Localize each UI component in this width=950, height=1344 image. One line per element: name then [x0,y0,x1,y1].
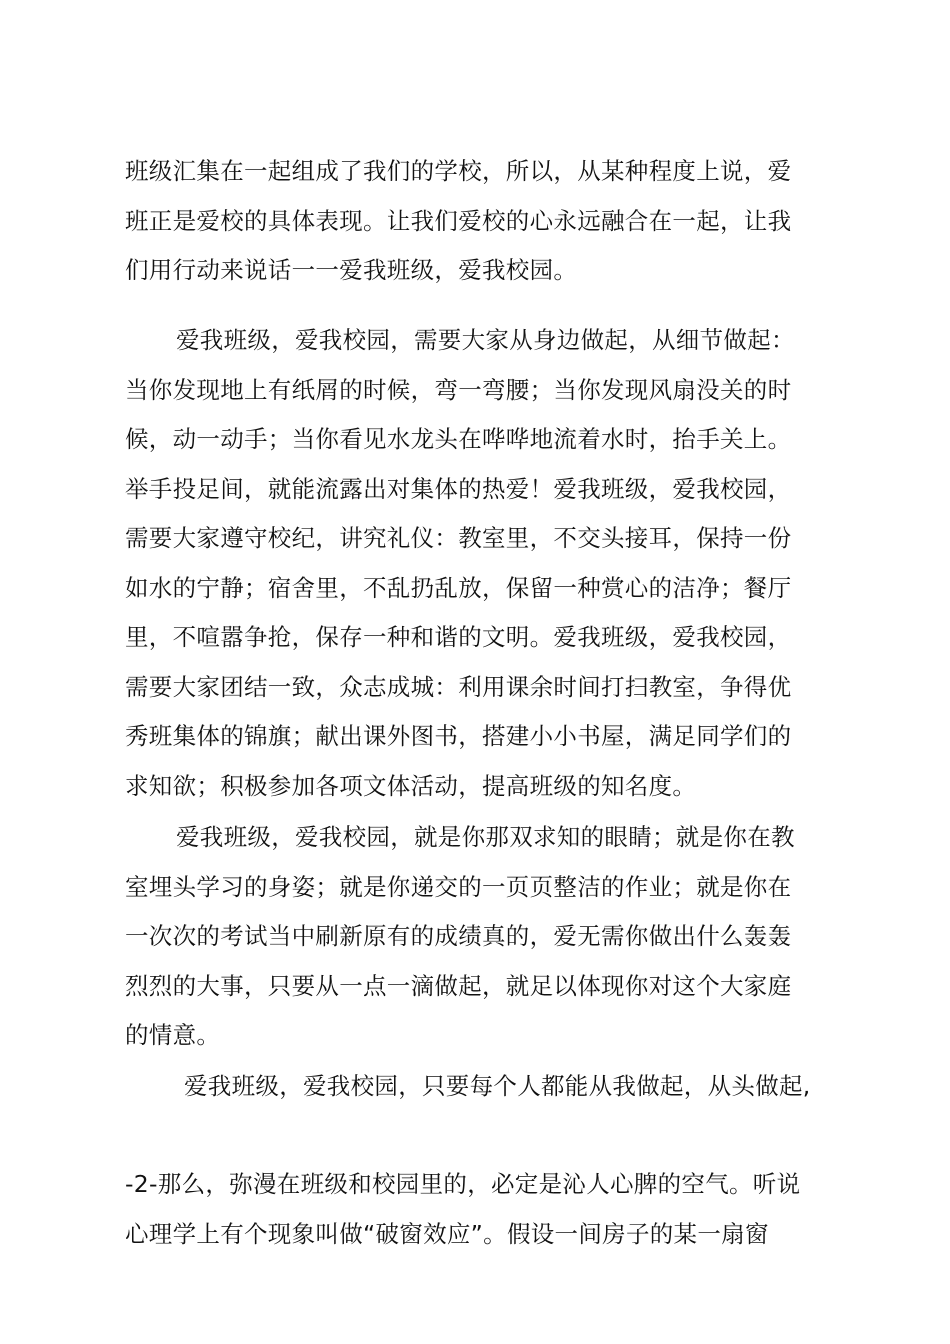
text-line: 当你发现地上有纸屑的时候，弯一弯腰；当你发现风扇没关的时 [125,375,792,404]
text-line: 求知欲；积极参加各项文体活动，提高班级的知名度。 [125,771,697,800]
text-line: 需要大家遵守校纪，讲究礼仪：教室里，不交头接耳，保持一份 [125,524,792,552]
text-line: 爱我班级，爱我校园，就是你那双求知的眼睛；就是你在教 [176,823,795,851]
text-line: 心理学上有个现象叫做“破窗效应”。假设一间房子的某一扇窗 [125,1219,769,1248]
text-line: 班正是爱校的具体表现。让我们爱校的心永远融合在一起，让我 [125,206,792,235]
text-line: 秀班集体的锦旗；献出课外图书，搭建小小书屋，满足同学们的 [125,722,792,750]
text-line: 一次次的考试当中刷新原有的成绩真的，爱无需你做出什么轰轰 [125,922,792,950]
text-line: 烈烈的大事，只要从一点一滴做起，就足以体现你对这个大家庭 [125,971,792,1000]
text-line: 里，不喧嚣争抢，保存一种和谐的文明。爱我班级，爱我校园， [125,623,792,651]
text-line: 的情意。 [125,1021,221,1049]
paragraph-3 [125,813,837,1061]
paragraph-4 [125,1062,845,1112]
text-line: 候，动一动手；当你看见水龙头在哗哗地流着水时，抬手关上。 [125,425,792,453]
text-line: 们用行动来说话一一爱我班级，爱我校园。 [125,256,578,284]
text-line: 如水的宁静；宿舍里，不乱扔乱放，保留一种赏心的洁净；餐厅 [125,573,792,602]
text-line: 爱我班级，爱我校园，只要每个人都能从我做起，从头做起, [184,1072,811,1100]
text-line: 需要大家团结一致，众志成城：利用课余时间打扫教室，争得优 [125,672,792,701]
paragraph-1 [125,147,837,296]
text-line: 爱我班级，爱我校园，需要大家从身边做起，从细节做起： [176,326,795,354]
text-line: 室埋头学习的身姿；就是你递交的一页页整洁的作业；就是你在 [125,872,792,901]
text-line: 举手投足间，就能流露出对集体的热爱！爱我班级，爱我校园， [125,474,792,503]
text-line: -2-那么，弥漫在班级和校园里的，必定是沁人心脾的空气。听说 [125,1170,801,1198]
paragraph-2 [125,316,837,811]
paragraph-5 [125,1160,837,1259]
text-line: 班级汇集在一起组成了我们的学校，所以，从某种程度上说，爱 [125,157,792,185]
